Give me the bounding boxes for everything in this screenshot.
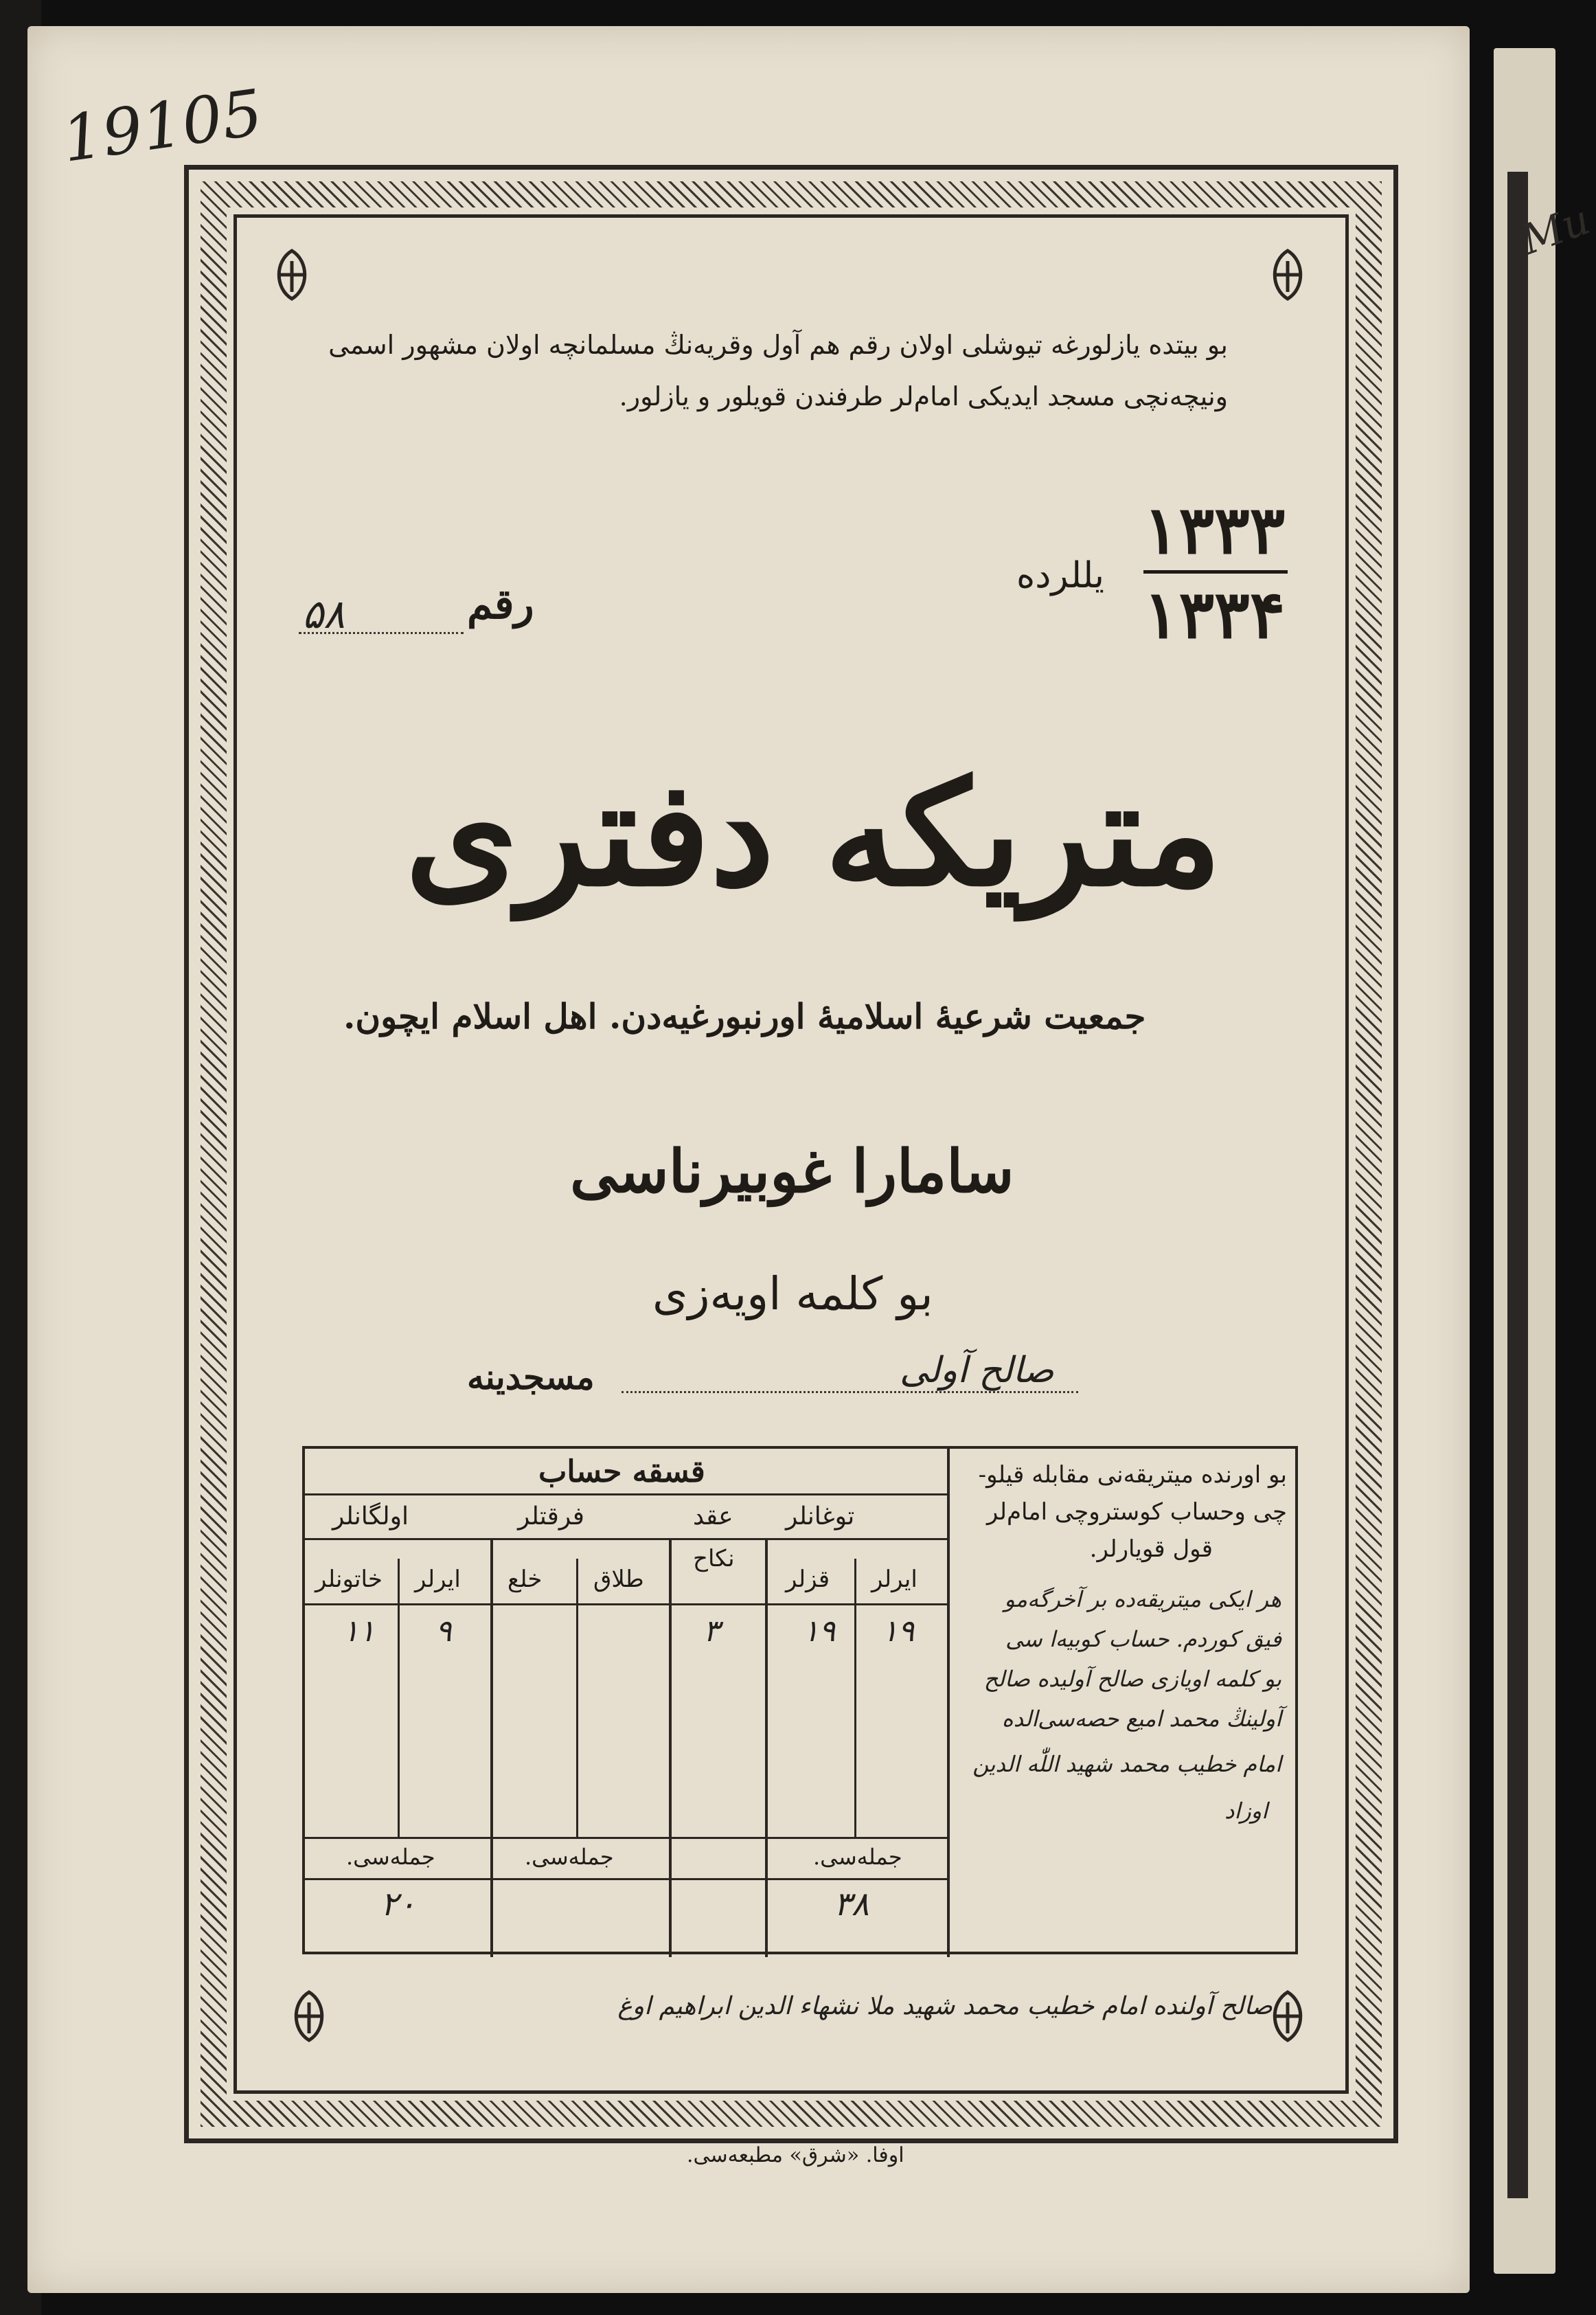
instruction-line-1: بو بیتده یازلورغه تیوشلی اولان رقم هم آول وقریه‌نڭ مسلمانچه اولان مشهور اسمی <box>328 330 1228 360</box>
value-born-male: ۱۹ <box>882 1614 915 1649</box>
cert-printed-line-3: قول قویارلر. <box>1089 1535 1213 1563</box>
table-header: قسقه حساب <box>538 1454 705 1489</box>
sub-label-divorce-khul: خلع <box>508 1566 543 1593</box>
province-name: سامارا غوبیرناسی <box>570 1137 1014 1206</box>
year-bottom: ۱۳۳۴ <box>1143 576 1286 653</box>
mosque-label: مسجدینه <box>467 1357 595 1397</box>
cert-hand-line-2: فیق کوردم. حساب کوبیه‌ا سی <box>1005 1626 1281 1652</box>
sub-label-born-male: ایرلر <box>871 1566 917 1593</box>
table-totals-rule-2 <box>305 1878 947 1880</box>
sub-label-died-female: خاتونلر <box>315 1566 383 1593</box>
table-header-rule <box>305 1493 947 1495</box>
table-col-rule <box>398 1559 400 1837</box>
cert-printed-line-2: چی وحساب کوسترو‌چی امام‌لر <box>986 1498 1287 1526</box>
sub-label-marriage: نکاح <box>693 1545 735 1572</box>
group-label-divorce: فرقتلر <box>518 1502 584 1531</box>
group-label-marriage: عقد <box>693 1502 733 1531</box>
totals-label-divorce: جمله‌سی. <box>525 1844 614 1870</box>
value-died-male: ۹ <box>435 1614 452 1649</box>
sub-label-died-male: ایرلر <box>415 1566 461 1593</box>
mosque-name: صالح آولی <box>900 1350 1054 1391</box>
footer-handwritten-line: صالح آولنده امام خطیب محمد شهید ملا نشهاء الدین ابراهیم اوغ <box>617 1992 1273 2020</box>
value-died-female: ۱۱ <box>343 1614 376 1649</box>
cert-hand-line-6: اوزاد <box>1224 1798 1268 1824</box>
table-col-rule <box>765 1538 768 1957</box>
right-margin-note: Ми <box>1515 195 1596 265</box>
archive-number: 19105 <box>57 76 267 177</box>
sub-label-divorce-talaq: طلاق <box>593 1566 644 1593</box>
year-top: ۱۳۳۳ <box>1143 491 1286 569</box>
table-split-line <box>947 1449 950 1957</box>
cert-printed-line-1: بو اورنده میتریقه‌نی مقابله قیلو- <box>978 1461 1287 1489</box>
years-label: یللرده <box>1016 555 1104 596</box>
instruction-line-2: ونیچه‌نچی مسجد ایدیکی امام‌لر طرفندن قویلور و یازلور. <box>619 381 1228 411</box>
printer-imprint: اوفا. «شرق» مطبعه‌سی. <box>687 2143 904 2167</box>
total-born: ۳۸ <box>834 1885 869 1923</box>
table-col-rule <box>669 1538 672 1957</box>
table-col-rule <box>490 1538 493 1957</box>
copy-label: بو کلمه اویه‌زی <box>652 1267 933 1320</box>
table-sub-rule <box>305 1603 947 1605</box>
number-value: ۵۸ <box>302 591 345 637</box>
mosque-dotted-line <box>622 1391 1078 1393</box>
number-label: رقم <box>467 580 534 629</box>
value-born-female: ۱۹ <box>803 1614 836 1649</box>
totals-label-born: جمله‌سی. <box>813 1844 902 1870</box>
document-subtitle: جمعیت شرعیهٔ اسلامیهٔ اورنبورغیه‌دن. اهل اسلام ایچون. <box>343 996 1146 1037</box>
corner-ornament-icon <box>1257 244 1319 306</box>
corner-ornament-icon <box>278 1985 340 2047</box>
year-divider <box>1143 570 1288 574</box>
statistics-table <box>302 1446 1298 1954</box>
table-totals-rule <box>305 1837 947 1839</box>
sub-label-born-female: قزلر <box>786 1566 830 1593</box>
corner-ornament-icon <box>261 244 323 306</box>
total-died: ۲۰ <box>380 1885 416 1923</box>
table-group-rule <box>305 1538 947 1540</box>
totals-label-died: جمله‌سی. <box>346 1844 435 1870</box>
cert-hand-line-4: آولینڭ محمد امیع حصه‌سی‌الده <box>1001 1706 1281 1732</box>
value-marriage: ۳ <box>703 1614 720 1649</box>
cert-hand-line-5: امام خطیب محمد شهید اللّٰه الدین <box>972 1751 1281 1777</box>
group-label-born: توغانلر <box>786 1502 855 1531</box>
table-col-rule <box>576 1559 578 1837</box>
cert-hand-line-1: هر ایکی میتریقه‌ده بر آخرگه‌مو <box>1004 1586 1281 1612</box>
document-title: متریکه دفتری <box>405 749 1222 918</box>
page-gutter-shadow <box>1507 172 1528 2198</box>
group-label-died: اولگانلر <box>332 1502 409 1531</box>
cert-hand-line-3: بو کلمه اویازی صالح آولیده صالح <box>983 1666 1281 1692</box>
table-col-rule <box>854 1559 856 1837</box>
